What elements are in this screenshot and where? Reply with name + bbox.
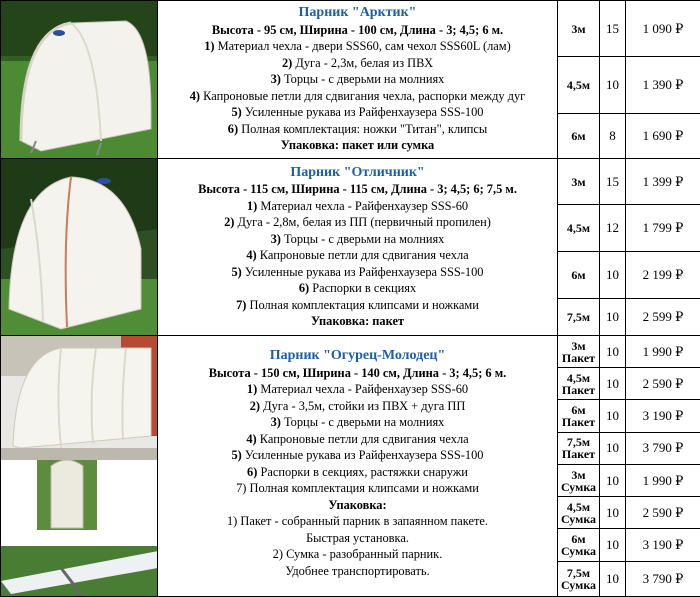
feature-line: 4) Капроновые петли для сдвигания чехла <box>158 247 557 264</box>
price-cell: 2 199 ₽ <box>626 251 700 298</box>
price-cell: 3 190 ₽ <box>626 400 700 432</box>
feature-line: 2) Дуга - 2,3м, белая из ПВХ <box>158 55 557 72</box>
qty-cell: 10 <box>600 251 626 298</box>
price-cell: 2 590 ₽ <box>626 368 700 400</box>
feature-line: 3) Торцы - с дверьми на молниях <box>158 414 557 431</box>
size-cell: 3м <box>558 1 600 57</box>
size-cell: 7,5м Сумка <box>558 561 600 596</box>
product-photo-ogurets <box>1 336 158 597</box>
price-cell: 1 090 ₽ <box>626 1 700 57</box>
packaging-label: Упаковка: пакет <box>158 313 557 330</box>
feature-line: 2) Дуга - 2,8м, белая из ПП (первичный пропилен) <box>158 214 557 231</box>
feature-line: 4) Капроновые петли для сдвигания чехла <box>158 431 557 448</box>
qty-cell: 10 <box>600 529 626 561</box>
feature-line: 3) Торцы - с дверьми на молниях <box>158 231 557 248</box>
product-title: Парник "Огурец-Молодец" <box>158 348 557 365</box>
qty-cell: 10 <box>600 561 626 596</box>
product-photo-arktik <box>1 1 158 159</box>
price-cell: 1 990 ₽ <box>626 336 700 368</box>
qty-cell: 12 <box>600 205 626 251</box>
feature-line: 6) Распорки в секциях, растяжки снаружи <box>158 464 557 481</box>
product-dimensions: Высота - 95 см, Ширина - 100 см, Длина - 3; 4,5; 6 м. <box>158 22 557 39</box>
product-dimensions: Высота - 150 см, Ширина - 140 см, Длина - 3; 4,5; 6 м. <box>158 365 557 382</box>
packaging-label: Упаковка: <box>158 497 557 514</box>
feature-line: 1) Материал чехла - Райфенхаузер SSS-60 <box>158 381 557 398</box>
price-cell: 1 399 ₽ <box>626 159 700 205</box>
qty-cell: 8 <box>600 113 626 158</box>
product-description-ogurets <box>158 336 558 597</box>
product-title: Парник "Отличник" <box>158 165 557 182</box>
product-dimensions: Высота - 115 см, Ширина - 115 см, Длина - 3; 4,5; 6; 7,5 м. <box>158 181 557 198</box>
size-cell: 3м Пакет <box>558 336 600 368</box>
qty-cell: 10 <box>600 336 626 368</box>
price-cell: 2 590 ₽ <box>626 497 700 529</box>
price-cell: 2 599 ₽ <box>626 298 700 335</box>
feature-line: 7) Полная комплектация клипсами и ножками <box>158 297 557 314</box>
size-cell: 3м <box>558 159 600 205</box>
size-cell: 7,5м Пакет <box>558 432 600 464</box>
size-cell: 6м <box>558 251 600 298</box>
feature-line: 2) Дуга - 3,5м, стойки из ПВХ + дуга ПП <box>158 398 557 415</box>
feature-line: 1) Материал чехла - Райфенхаузер SSS-60 <box>158 198 557 215</box>
price-cell: 3 790 ₽ <box>626 561 700 596</box>
feature-line: 1) Материал чехла - двери SSS60, сам чехол SSS60L (лам) <box>158 38 557 55</box>
qty-cell: 15 <box>600 1 626 57</box>
packaging-note: 2) Сумка - разобранный парник. <box>158 546 557 563</box>
qty-cell: 15 <box>600 159 626 205</box>
size-cell: 6м Сумка <box>558 529 600 561</box>
price-cell: 1 799 ₽ <box>626 205 700 251</box>
feature-line: 5) Усиленные рукава из Райфенхаузера SSS-100 <box>158 104 557 121</box>
size-cell: 3м Сумка <box>558 464 600 496</box>
feature-line: 6) Распорки в секциях <box>158 280 557 297</box>
packaging-label: Упаковка: пакет или сумка <box>158 137 557 154</box>
feature-line: 5) Усиленные рукава из Райфенхаузера SSS-100 <box>158 264 557 281</box>
price-cell: 1 390 ₽ <box>626 57 700 113</box>
qty-cell: 10 <box>600 368 626 400</box>
qty-cell: 10 <box>600 432 626 464</box>
packaging-note: Быстрая установка. <box>158 530 557 547</box>
price-cell: 3 190 ₽ <box>626 529 700 561</box>
size-cell: 7,5м <box>558 298 600 335</box>
feature-line: 6) Полная комплектация: ножки "Титан", клипсы <box>158 121 557 138</box>
size-cell: 4,5м Сумка <box>558 497 600 529</box>
size-cell: 6м <box>558 113 600 158</box>
feature-line: 3) Торцы - с дверьми на молниях <box>158 71 557 88</box>
packaging-note: Удобнее транспортировать. <box>158 563 557 580</box>
qty-cell: 10 <box>600 400 626 432</box>
feature-line: 5) Усиленные рукава из Райфенхаузера SSS-100 <box>158 447 557 464</box>
packaging-note: 1) Пакет - собранный парник в запаянном пакете. <box>158 513 557 530</box>
price-cell: 1 990 ₽ <box>626 464 700 496</box>
price-cell: 1 690 ₽ <box>626 113 700 158</box>
product-title: Парник "Арктик" <box>158 5 557 22</box>
qty-cell: 10 <box>600 57 626 113</box>
size-cell: 6м Пакет <box>558 400 600 432</box>
product-description-otlichnik <box>158 159 558 336</box>
qty-cell: 10 <box>600 464 626 496</box>
qty-cell: 10 <box>600 298 626 335</box>
size-cell: 4,5м <box>558 57 600 113</box>
feature-line: 4) Капроновые петли для сдвигания чехла, распорки между дуг <box>158 88 557 105</box>
size-cell: 4,5м Пакет <box>558 368 600 400</box>
size-cell: 4,5м <box>558 205 600 251</box>
product-description-arktik <box>158 1 558 159</box>
price-cell: 3 790 ₽ <box>626 432 700 464</box>
product-photo-otlichnik <box>1 159 158 336</box>
qty-cell: 10 <box>600 497 626 529</box>
feature-line: 7) Полная комплектация клипсами и ножками <box>158 480 557 497</box>
